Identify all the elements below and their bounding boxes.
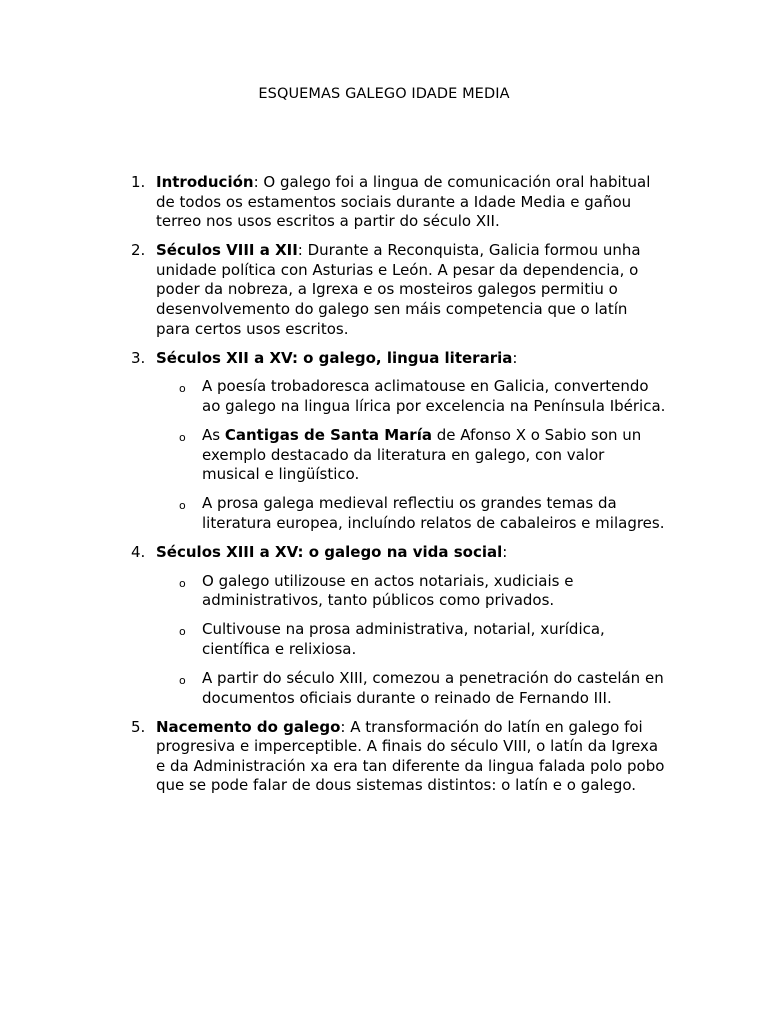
bullet-icon: o (179, 499, 186, 513)
item-number: 4. (131, 543, 146, 561)
item-text: : Durante a Reconquista, Galicia formou unha unidade política con Asturias e León. A pesar da dependencia, o poder da nobreza, a Igrexa e os mosteiros galegos permitiu o desenvolvemento do galego sen máis competencia que o latín para certos usos escritos. (156, 241, 641, 338)
sub-list-item (179, 668, 666, 708)
item-number: 2. (131, 241, 146, 260)
sub-item-text: A poesía trobadoresca aclimatouse en Galicia, convertendo ao galego na lingua lírica por excelencia na Península Ibérica. (202, 377, 666, 415)
bullet-icon: o (179, 382, 186, 396)
sub-list-item (179, 620, 666, 659)
sub-item-text: O galego utilizouse en actos notariais, xudiciais e administrativos, tanto públicos como privados. (202, 571, 574, 610)
list-item (131, 241, 666, 339)
item-number: 3. (131, 348, 146, 367)
item-text: : (512, 348, 518, 367)
item-heading: Séculos VIII a XII (156, 241, 298, 260)
list-item (131, 543, 666, 708)
item-heading: Séculos XII a XV: o galego, lingua literaria (156, 348, 513, 367)
list-item (131, 348, 666, 534)
sub-item-text-post: de Afonso X o Sabio son un exemplo destacado da literatura en galego, con valor musical e lingüístico. (202, 426, 642, 484)
item-text: : (502, 543, 508, 561)
sub-list-item (179, 426, 666, 485)
bullet-icon: o (179, 673, 186, 687)
bullet-icon: o (179, 576, 186, 590)
sub-item-text: A prosa galega medieval reflectiu os grandes temas da literatura europea, incluíndo relatos de cabaleiros e milagres. (202, 494, 665, 532)
item-heading: Introdución (156, 173, 254, 191)
sub-item-text: Cultivouse na prosa administrativa, notarial, xurídica, científica e relixiosa. (202, 620, 605, 658)
sub-list-item (179, 571, 666, 611)
sub-item-text-pre: As (202, 426, 225, 445)
bullet-icon: o (179, 625, 186, 639)
item-heading: Séculos XIII a XV: o galego na vida social (156, 543, 503, 561)
section-list (131, 173, 666, 806)
list-item (131, 173, 666, 232)
item-number: 5. (131, 717, 146, 736)
sub-item-emphasis: Cantigas de Santa María (224, 426, 432, 445)
item-text: : O galego foi a lingua de comunicación oral habitual de todos os estamentos sociais durante a Idade Media e gañou terreo nos usos escritos a partir do século XII. (156, 173, 651, 231)
document-title: ESQUEMAS GALEGO IDADE MEDIA (258, 86, 510, 102)
sub-list (156, 572, 666, 709)
sub-list (156, 377, 666, 533)
item-heading: Nacemento do galego (156, 717, 341, 736)
bullet-icon: o (179, 431, 186, 445)
sub-list-item (179, 494, 666, 533)
sub-item-text: A partir do século XIII, comezou a penetración do castelán en documentos oficiais durante o reinado de Fernando III. (202, 668, 664, 707)
item-number: 1. (131, 173, 146, 191)
sub-list-item (179, 377, 666, 416)
item-text: : A transformación do latín en galego foi progresiva e imperceptible. A finais do século VIII, o latín da Igrexa e da Administración xa era tan diferente da lingua falada polo pobo que se pode falar de dous sistemas distintos: o latín e o galego. (156, 717, 665, 795)
list-item (131, 717, 666, 796)
